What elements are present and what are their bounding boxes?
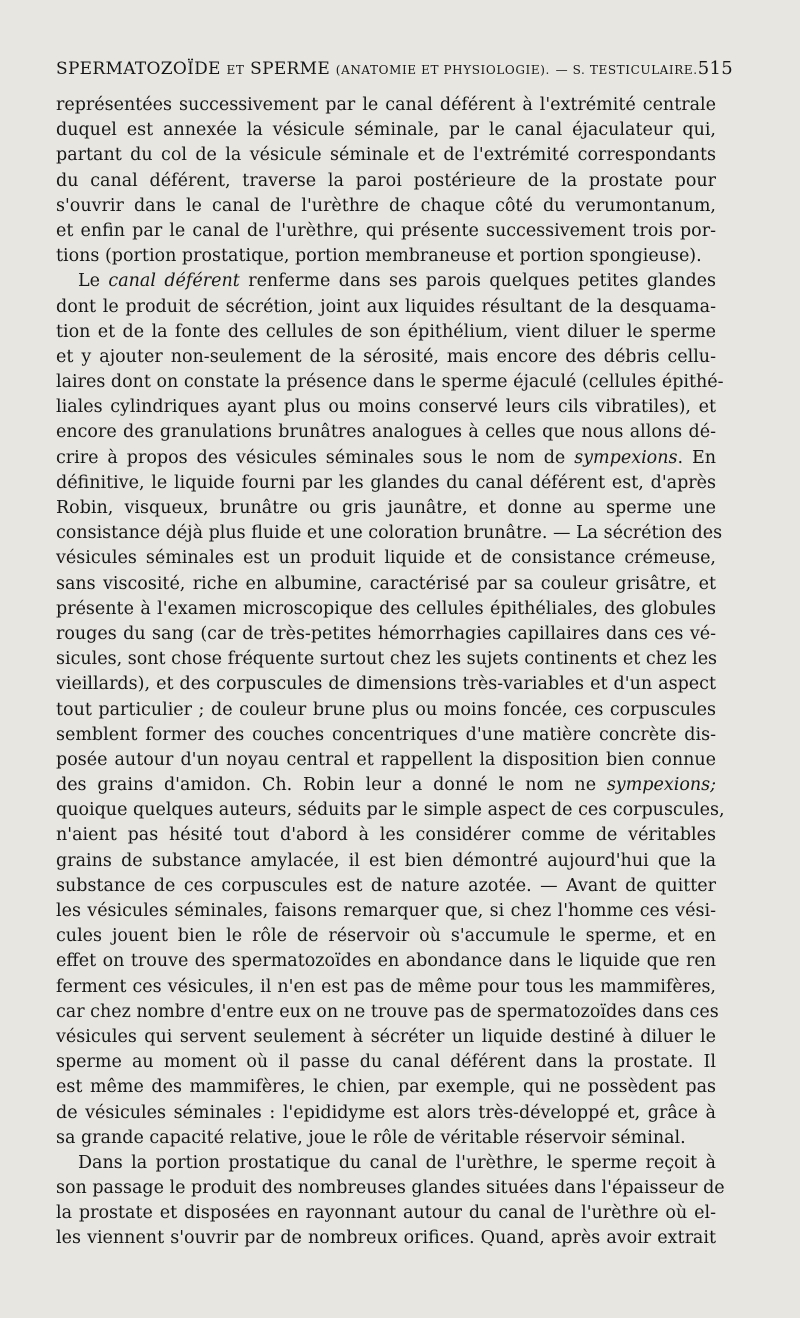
page-number: 515 [697,58,733,79]
header-section: — S. TESTICULAIRE. [555,63,698,77]
text-line: et enfin par le canal de l'urèthre, qui présente successivement trois por- [56,220,716,241]
text-line: vieillards), et des corpuscules de dimensions très-variables et d'un aspect [56,674,716,695]
text-line: tout particulier ; de couleur brune plus ou moins foncée, ces corpuscules [56,699,716,720]
text-line: du canal déférent, traverse la paroi postérieure de la prostate pour [56,170,716,191]
header-title-main: SPERMATOZOÏDE [56,59,221,79]
text-line: substance de ces corpuscules est de nature azotée. — Avant de quitter [56,875,716,896]
text-line: posée autour d'un noyau central et rappellent la disposition bien connue [56,749,716,770]
header-title-subtitle: (ANATOMIE ET PHYSIOLOGIE). [335,63,550,77]
text-line: des grains d'amidon. Ch. Robin leur a donné le nom ne sympexions; [56,775,716,796]
text-line: les viennent s'ouvrir par de nombreux orifices. Quand, après avoir extrait [56,1228,716,1249]
text-line: Dans la portion prostatique du canal de l'urèthre, le sperme reçoit à [78,1152,716,1173]
text-line: liales cylindriques ayant plus ou moins conservé leurs cils vibratiles), et [56,397,716,418]
text-line: les vésicules séminales, faisons remarquer que, si chez l'homme ces vési- [56,901,716,921]
text-line: s'ouvrir dans le canal de l'urèthre de chaque côté du verumontanum, [56,195,716,216]
italic-term: sympexions; [606,775,716,796]
text-line: tion et de la fonte des cellules de son épithélium, vient diluer le sperme [56,321,716,342]
text-line: Le canal déférent renferme dans ses parois quelques petites glandes [78,271,716,292]
text-line: encore des granulations brunâtres analogues à celles que nous allons dé- [56,422,716,443]
text-line: représentées successivement par le canal déférent à l'extrémité centrale [56,95,716,115]
text-line: tions (portion prostatique, portion membraneuse et portion spongieuse). [56,246,702,267]
text-line: définitive, le liquide fourni par les glandes du canal déférent est, d'après [56,472,716,493]
text-line: sperme au moment où il passe du canal déférent dans la prostate. Il [56,1052,716,1073]
text-line: laires dont on constate la présence dans le sperme éjaculé (cellules épithé- [56,372,724,393]
text-line: présente à l'examen microscopique des cellules épithéliales, des globules [56,598,716,619]
italic-term: canal déférent [108,271,240,292]
text-line: sans viscosité, riche en albumine, caractérisé par sa couleur grisâtre, et [56,573,716,594]
text-line: Robin, visqueux, brunâtre ou gris jaunâtre, et donne au sperme une [56,498,716,518]
text-line: est même des mammifères, le chien, par exemple, qui ne possèdent pas [56,1077,716,1098]
text-line: de vésicules séminales : l'epididyme est alors très-développé et, grâce à [56,1102,716,1123]
header-title-et: ET [226,63,245,77]
text-line: quoique quelques auteurs, séduits par le simple aspect de ces corpuscules, [56,800,725,821]
running-header [56,58,733,88]
header-title [56,59,698,79]
text-line: effet on trouve des spermatozoïdes en abondance dans le liquide que ren [56,951,716,972]
text-line: grains de substance amylacée, il est bien démontré aujourd'hui que la [56,850,716,871]
body-text [56,93,725,1252]
text-line: son passage le produit des nombreuses glandes situées dans l'épaisseur de [56,1178,725,1199]
text-line: rouges du sang (car de très-petites hémorrhagies capillaires dans ces vé- [56,623,716,644]
text-line: consistance déjà plus fluide et une coloration brunâtre. — La sécrétion des [56,523,723,544]
text-line: crire à propos des vésicules séminales sous le nom de sympexions. En [56,447,716,468]
text-line: partant du col de la vésicule séminale et de l'extrémité correspondants [56,145,716,166]
text-line: vésicules séminales est un produit liquide et de consistance crémeuse, [56,548,716,569]
italic-term: sympexions [574,447,678,468]
text-line: car chez nombre d'entre eux on ne trouve pas de spermatozoïdes dans ces [56,1001,719,1022]
text-line: sicules, sont chose fréquente surtout chez les sujets continents et chez les [56,649,718,670]
text-line: sa grande capacité relative, joue le rôle de véritable réservoir séminal. [56,1127,686,1148]
text-line: et y ajouter non-seulement de la sérosité, mais encore des débris cellu- [56,346,716,367]
text-line: cules jouent bien le rôle de réservoir où s'accumule le sperme, et en [56,926,716,947]
text-line: la prostate et disposées en rayonnant autour du canal de l'urèthre où el- [56,1203,716,1224]
text-line: semblent former des couches concentriques d'une matière concrète dis- [56,724,716,745]
text-line: dont le produit de sécrétion, joint aux liquides résultant de la desquama- [56,296,716,317]
header-title-main2: SPERME [250,59,331,79]
text-line: ferment ces vésicules, il n'en est pas de même pour tous les mammifères, [56,976,716,997]
text-line: n'aient pas hésité tout d'abord à les considérer comme de véritables [56,825,716,846]
text-line: vésicules qui servent seulement à sécréter un liquide destiné à diluer le [56,1026,716,1047]
text-line: duquel est annexée la vésicule séminale, par le canal éjaculateur qui, [56,120,716,141]
